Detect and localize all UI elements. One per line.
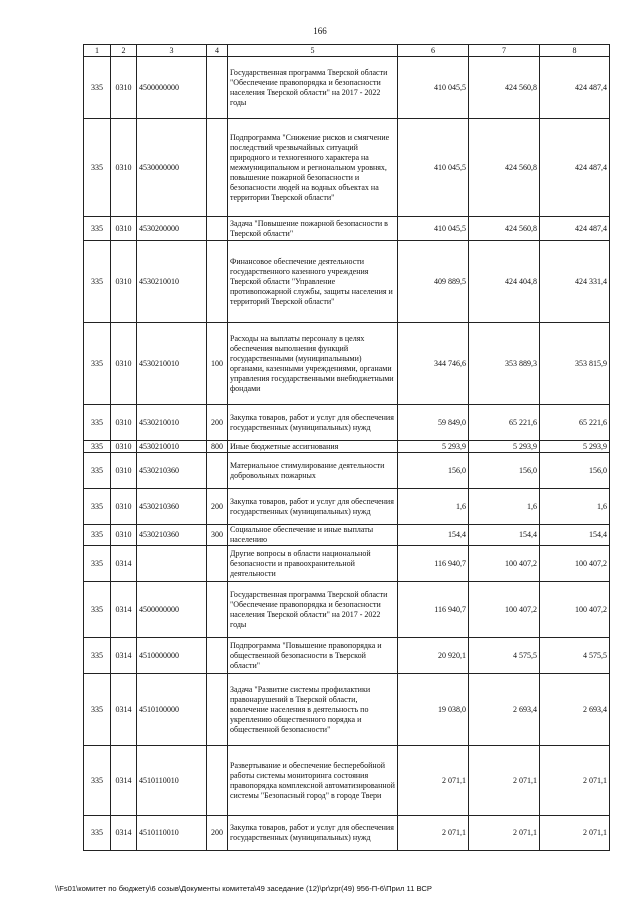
cell-col-6: 5 293,9: [398, 441, 469, 453]
cell-col-8: 2 693,4: [540, 674, 610, 746]
cell-col-1: 335: [84, 638, 111, 674]
cell-col-5: Расходы на выплаты персоналу в целях обеспечения выполнения функций государственными (муниципальными) органами, казенными учреждениями, органами управления государственными внебюджетными фондами: [228, 323, 398, 405]
cell-col-6: 344 746,6: [398, 323, 469, 405]
table-row: [84, 674, 610, 746]
cell-col-2: 0314: [111, 746, 137, 816]
column-header-2: 2: [111, 45, 137, 57]
cell-col-7: 424 560,8: [469, 119, 540, 217]
cell-col-8: 424 331,4: [540, 241, 610, 323]
table-row: [84, 638, 610, 674]
budget-table: [83, 44, 610, 851]
cell-col-7: 100 407,2: [469, 582, 540, 638]
cell-col-1: 335: [84, 746, 111, 816]
table-row: [84, 217, 610, 241]
cell-col-6: 410 045,5: [398, 119, 469, 217]
cell-col-3: 4500000000: [137, 57, 207, 119]
cell-col-7: 2 693,4: [469, 674, 540, 746]
cell-col-4: 800: [207, 441, 228, 453]
cell-col-7: 353 889,3: [469, 323, 540, 405]
cell-col-5: Задача "Повышение пожарной безопасности в Тверской области": [228, 217, 398, 241]
header-row: [84, 45, 610, 57]
table-row: [84, 582, 610, 638]
table-row: [84, 546, 610, 582]
cell-col-4: [207, 746, 228, 816]
cell-col-6: 2 071,1: [398, 816, 469, 851]
column-header-8: 8: [540, 45, 610, 57]
cell-col-3: 4510100000: [137, 674, 207, 746]
cell-col-6: 19 038,0: [398, 674, 469, 746]
cell-col-7: 424 404,8: [469, 241, 540, 323]
cell-col-5: Развертывание и обеспечение бесперебойной работы системы мониторинга состояния правопорядка комплексной автоматизированной системы "Безопасный город" в городе Твери: [228, 746, 398, 816]
cell-col-1: 335: [84, 119, 111, 217]
cell-col-4: [207, 546, 228, 582]
cell-col-7: 424 560,8: [469, 57, 540, 119]
cell-col-7: 4 575,5: [469, 638, 540, 674]
cell-col-7: 1,6: [469, 489, 540, 525]
cell-col-3: [137, 546, 207, 582]
cell-col-3: 4530210360: [137, 453, 207, 489]
cell-col-2: 0310: [111, 441, 137, 453]
cell-col-8: 353 815,9: [540, 323, 610, 405]
cell-col-8: 2 071,1: [540, 816, 610, 851]
cell-col-1: 335: [84, 323, 111, 405]
cell-col-4: [207, 217, 228, 241]
cell-col-4: 100: [207, 323, 228, 405]
footer-file-path: \\Fs01\комитет по бюджету\6 созыв\Документы комитета\49 заседание (12)\pr\zpr(49) 956-П-6\Прил 11 ВСР: [55, 884, 432, 893]
page-number: 166: [313, 26, 327, 36]
cell-col-7: 100 407,2: [469, 546, 540, 582]
column-header-5: 5: [228, 45, 398, 57]
table-body: [84, 57, 610, 851]
cell-col-8: 154,4: [540, 525, 610, 546]
cell-col-4: 200: [207, 405, 228, 441]
cell-col-6: 2 071,1: [398, 746, 469, 816]
cell-col-3: 4530210010: [137, 323, 207, 405]
cell-col-4: [207, 241, 228, 323]
table-row: [84, 489, 610, 525]
column-header-7: 7: [469, 45, 540, 57]
cell-col-4: [207, 674, 228, 746]
cell-col-4: 300: [207, 525, 228, 546]
cell-col-2: 0310: [111, 217, 137, 241]
cell-col-3: 4530000000: [137, 119, 207, 217]
cell-col-7: 156,0: [469, 453, 540, 489]
cell-col-5: Другие вопросы в области национальной безопасности и правоохранительной деятельности: [228, 546, 398, 582]
table-row: [84, 57, 610, 119]
cell-col-4: [207, 57, 228, 119]
cell-col-4: [207, 582, 228, 638]
cell-col-3: 4510110010: [137, 816, 207, 851]
cell-col-5: Подпрограмма "Снижение рисков и смягчение последствий чрезвычайных ситуаций природного и техногенного характера на межмуниципальном и региональном уровнях, повышение пожарной безопасности и безопасности людей на водных объектах на территории Тверской области": [228, 119, 398, 217]
cell-col-5: Материальное стимулирование деятельности добровольных пожарных: [228, 453, 398, 489]
cell-col-8: 5 293,9: [540, 441, 610, 453]
cell-col-8: 100 407,2: [540, 582, 610, 638]
cell-col-6: 410 045,5: [398, 217, 469, 241]
cell-col-7: 424 560,8: [469, 217, 540, 241]
cell-col-2: 0310: [111, 57, 137, 119]
cell-col-6: 59 849,0: [398, 405, 469, 441]
cell-col-2: 0310: [111, 241, 137, 323]
cell-col-3: 4530200000: [137, 217, 207, 241]
cell-col-6: 154,4: [398, 525, 469, 546]
column-header-3: 3: [137, 45, 207, 57]
cell-col-4: 200: [207, 816, 228, 851]
cell-col-1: 335: [84, 217, 111, 241]
cell-col-8: 156,0: [540, 453, 610, 489]
cell-col-5: Закупка товаров, работ и услуг для обеспечения государственных (муниципальных) нужд: [228, 405, 398, 441]
table-row: [84, 119, 610, 217]
cell-col-8: 424 487,4: [540, 119, 610, 217]
cell-col-1: 335: [84, 674, 111, 746]
cell-col-1: 335: [84, 489, 111, 525]
cell-col-2: 0310: [111, 489, 137, 525]
cell-col-2: 0314: [111, 674, 137, 746]
cell-col-1: 335: [84, 453, 111, 489]
cell-col-1: 335: [84, 441, 111, 453]
cell-col-1: 335: [84, 405, 111, 441]
column-header-1: 1: [84, 45, 111, 57]
cell-col-4: [207, 119, 228, 217]
cell-col-7: 65 221,6: [469, 405, 540, 441]
cell-col-8: 100 407,2: [540, 546, 610, 582]
cell-col-2: 0310: [111, 405, 137, 441]
table-row: [84, 241, 610, 323]
cell-col-6: 156,0: [398, 453, 469, 489]
cell-col-7: 2 071,1: [469, 816, 540, 851]
cell-col-1: 335: [84, 241, 111, 323]
cell-col-3: 4500000000: [137, 582, 207, 638]
cell-col-8: 424 487,4: [540, 217, 610, 241]
cell-col-8: 4 575,5: [540, 638, 610, 674]
cell-col-6: 410 045,5: [398, 57, 469, 119]
cell-col-5: Закупка товаров, работ и услуг для обеспечения государственных (муниципальных) нужд: [228, 816, 398, 851]
cell-col-6: 116 940,7: [398, 582, 469, 638]
cell-col-4: [207, 638, 228, 674]
cell-col-3: 4530210010: [137, 405, 207, 441]
cell-col-8: 424 487,4: [540, 57, 610, 119]
cell-col-1: 335: [84, 525, 111, 546]
cell-col-4: 200: [207, 489, 228, 525]
cell-col-5: Подпрограмма "Повышение правопорядка и общественной безопасности в Тверской области": [228, 638, 398, 674]
cell-col-7: 5 293,9: [469, 441, 540, 453]
cell-col-2: 0314: [111, 816, 137, 851]
table-row: [84, 441, 610, 453]
cell-col-3: 4530210360: [137, 489, 207, 525]
table-row: [84, 525, 610, 546]
table-row: [84, 746, 610, 816]
cell-col-5: Государственная программа Тверской области "Обеспечение правопорядка и безопасности населения Тверской области" на 2017 - 2022 годы: [228, 582, 398, 638]
cell-col-2: 0314: [111, 582, 137, 638]
table-row: [84, 816, 610, 851]
column-header-4: 4: [207, 45, 228, 57]
cell-col-6: 409 889,5: [398, 241, 469, 323]
cell-col-8: 65 221,6: [540, 405, 610, 441]
cell-col-6: 1,6: [398, 489, 469, 525]
cell-col-3: 4510110010: [137, 746, 207, 816]
cell-col-5: Закупка товаров, работ и услуг для обеспечения государственных (муниципальных) нужд: [228, 489, 398, 525]
cell-col-8: 1,6: [540, 489, 610, 525]
cell-col-2: 0314: [111, 638, 137, 674]
cell-col-6: 116 940,7: [398, 546, 469, 582]
cell-col-3: 4510000000: [137, 638, 207, 674]
cell-col-2: 0310: [111, 119, 137, 217]
cell-col-1: 335: [84, 582, 111, 638]
cell-col-5: Финансовое обеспечение деятельности государственного казенного учреждения Тверской области "Управление противопожарной службы, защиты населения и территорий Тверской области": [228, 241, 398, 323]
cell-col-2: 0310: [111, 525, 137, 546]
table-row: [84, 453, 610, 489]
cell-col-5: Социальное обеспечение и иные выплаты населению: [228, 525, 398, 546]
cell-col-2: 0310: [111, 323, 137, 405]
table-row: [84, 323, 610, 405]
cell-col-5: Государственная программа Тверской области "Обеспечение правопорядка и безопасности населения Тверской области" на 2017 - 2022 годы: [228, 57, 398, 119]
column-header-6: 6: [398, 45, 469, 57]
cell-col-7: 154,4: [469, 525, 540, 546]
cell-col-3: 4530210010: [137, 241, 207, 323]
cell-col-2: 0310: [111, 453, 137, 489]
cell-col-7: 2 071,1: [469, 746, 540, 816]
table-row: [84, 405, 610, 441]
cell-col-3: 4530210010: [137, 441, 207, 453]
cell-col-1: 335: [84, 546, 111, 582]
cell-col-5: Задача "Развитие системы профилактики правонарушений в Тверской области, вовлечение населения в деятельность по укреплению общественного порядка и общественной безопасности": [228, 674, 398, 746]
cell-col-1: 335: [84, 816, 111, 851]
cell-col-6: 20 920,1: [398, 638, 469, 674]
cell-col-1: 335: [84, 57, 111, 119]
cell-col-2: 0314: [111, 546, 137, 582]
cell-col-3: 4530210360: [137, 525, 207, 546]
cell-col-8: 2 071,1: [540, 746, 610, 816]
cell-col-4: [207, 453, 228, 489]
cell-col-5: Иные бюджетные ассигнования: [228, 441, 398, 453]
